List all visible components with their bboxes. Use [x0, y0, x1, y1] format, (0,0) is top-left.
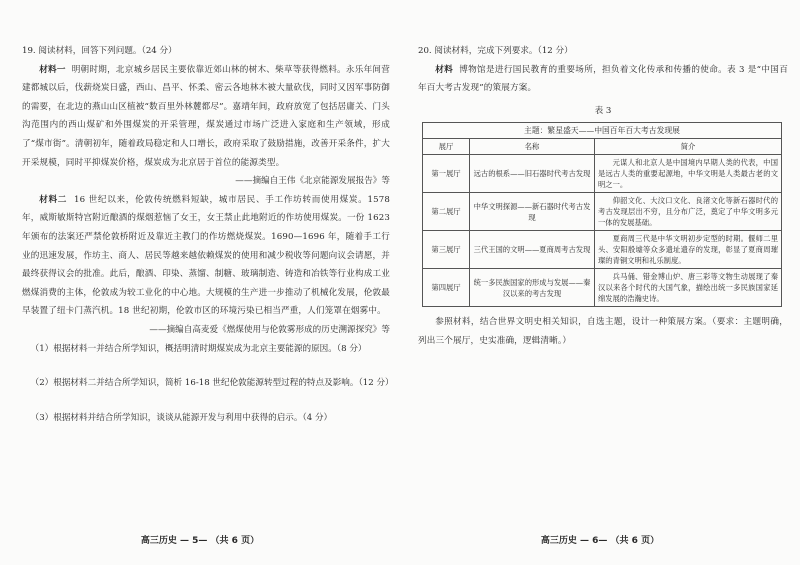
q20-material: [418, 61, 788, 98]
exam-page-6: [400, 0, 800, 565]
table-header-intro: 简介: [595, 139, 782, 155]
page-footer: 高三历史 — 6— （共 6 页）: [540, 536, 660, 546]
q19-title: 19. 阅读材料，回答下列问题。（24 分）: [22, 46, 177, 56]
name-cell: 远古的根系——旧石器时代考古发现: [470, 155, 595, 193]
table-row: [423, 231, 782, 269]
hall-cell: 第二展厅: [423, 193, 470, 231]
material-1-label: 材料一: [39, 64, 66, 75]
table-theme: 主题：繁星盛天——中国百年百大考古发现展: [423, 123, 782, 139]
table-row: [423, 155, 782, 193]
intro-cell: 兵马俑、错金博山炉、唐三彩等文物生动展现了秦汉以来各个时代的大国气象，描绘出统一多民族国家延绵发展的浩瀚史诗。: [595, 269, 782, 307]
intro-cell: 仰韶文化、大汶口文化、良渚文化等新石器时代的考古发现层出不穷，且分布广泛，奠定了中华文明多元一体的发展基础。: [595, 193, 782, 231]
q20-material-label: 材料: [435, 64, 454, 75]
material-1-source: ——摘编自王伟《北京能源发展报告》等: [235, 176, 390, 187]
question-20: [418, 42, 788, 351]
q20-task: 参照材料，结合世界文明史相关知识，自选主题，设计一种策展方案。（要求：主题明确，列出三个展厅，史实准确，逻辑清晰。）: [418, 317, 788, 346]
table-caption: 表 3: [594, 105, 612, 116]
name-cell: 统一多民族国家的形成与发展——秦汉以来的考古发现: [470, 269, 595, 307]
table-row: [423, 269, 782, 307]
q20-material-text: 博物馆是进行国民教育的重要场所，担负着文化传承和传播的使命。表 3 是“中国百年百大考古发现”的策展方案。: [418, 64, 788, 94]
intro-cell: 元谋人和北京人是中国境内早期人类的代表，中国是远古人类的重要起源地，中华文明是人类最古老的文明之一。: [595, 155, 782, 193]
q19-sub-2: （2）根据材料二并结合所学知识，简析 16-18 世纪伦敦能源转型过程的特点及影响。（12 分）: [30, 378, 394, 389]
page-footer: 高三历史 — 5— （共 6 页）: [140, 536, 260, 546]
name-cell: 中华文明探源——新石器时代考古发现: [470, 193, 595, 231]
intro-cell: 夏商周三代是中华文明初步定型的时期。偃师二里头、安阳殷墟等众多遗址遗存的发现，彰显了夏商周璀璨的青铜文明和礼乐制度。: [595, 231, 782, 269]
name-cell: 三代王国的文明——夏商周考古发现: [470, 231, 595, 269]
material-2-label: 材料二: [39, 194, 68, 205]
table-row: [423, 193, 782, 231]
q19-sub-1: （1）根据材料一并结合所学知识，概括明清时期煤炭成为北京主要能源的原因。（8 分）: [30, 343, 367, 354]
q19-sub-3: （3）根据材料并结合所学知识，谈谈从能源开发与利用中获得的启示。（4 分）: [30, 412, 333, 423]
material-1-text: 明朝时期，北京城乡居民主要依靠近郊山林的树木、柴草等获得燃料。永乐年间营建都城以后，伐薪烧炭日盛，西山、昌平、怀柔、密云各地林木被大量砍伐，同时又因军事防御的需要，在北边的燕山山区植被“数百里外林麓都尽”。嘉靖年间，政府放宽了包括居庸关、门头沟范围内的西山煤矿和外围煤炭的开采管理，煤炭通过市场广泛进入家庭和生产领域，形成了“煤市街”。清朝初年，随着政局稳定和人口增长，政府采取了鼓励措施，改善开采条件，扩大开采规模，同时平抑煤炭价格，煤炭成为北京居于首位的能源类型。: [22, 64, 391, 168]
question-19: [22, 42, 394, 427]
hall-cell: 第四展厅: [423, 269, 470, 307]
hall-cell: 第一展厅: [423, 155, 470, 193]
exhibition-table: [422, 122, 782, 307]
material-2: [22, 191, 390, 321]
material-1: [22, 61, 390, 173]
table-header-name: 名称: [470, 139, 595, 155]
table-header-hall: 展厅: [423, 139, 470, 155]
material-2-text: 16 世纪以来，伦敦传统燃料短缺，城市居民、手工作坊转而使用煤炭。1578 年，威斯敏斯特宫附近酿酒的煤烟惹恼了女王，女王禁止此地附近的作坊使用煤炭。一份 1623 年颁布的法案还严禁伦敦桥附近及靠近主教门的作坊燃烧煤炭。1690—1696 年，随着手工行业的迅速发展，作坊主、商人、居民等越来越依赖煤炭的使用和减少税收等问题向议会请愿，并最终获得议会的批准。此后，酿酒、印染、蒸馏、制糖、玻璃制造、铸造和冶铁等行业构成工业燃煤消费的主体，伦敦成为较工业化的中心地。大规模的生产进一步推动了机械化发展，伦敦最早装置了纽卡门蒸汽机。18 世纪初期，伦敦市区的环境污染已相当严重，人们笼罩在烟雾中。: [22, 194, 390, 317]
q20-title: 20. 阅读材料，完成下列要求。（12 分）: [418, 46, 573, 56]
hall-cell: 第三展厅: [423, 231, 470, 269]
material-2-source: ——摘编自高麦爱《燃煤使用与伦敦雾形成的历史溯源探究》等: [149, 324, 390, 335]
